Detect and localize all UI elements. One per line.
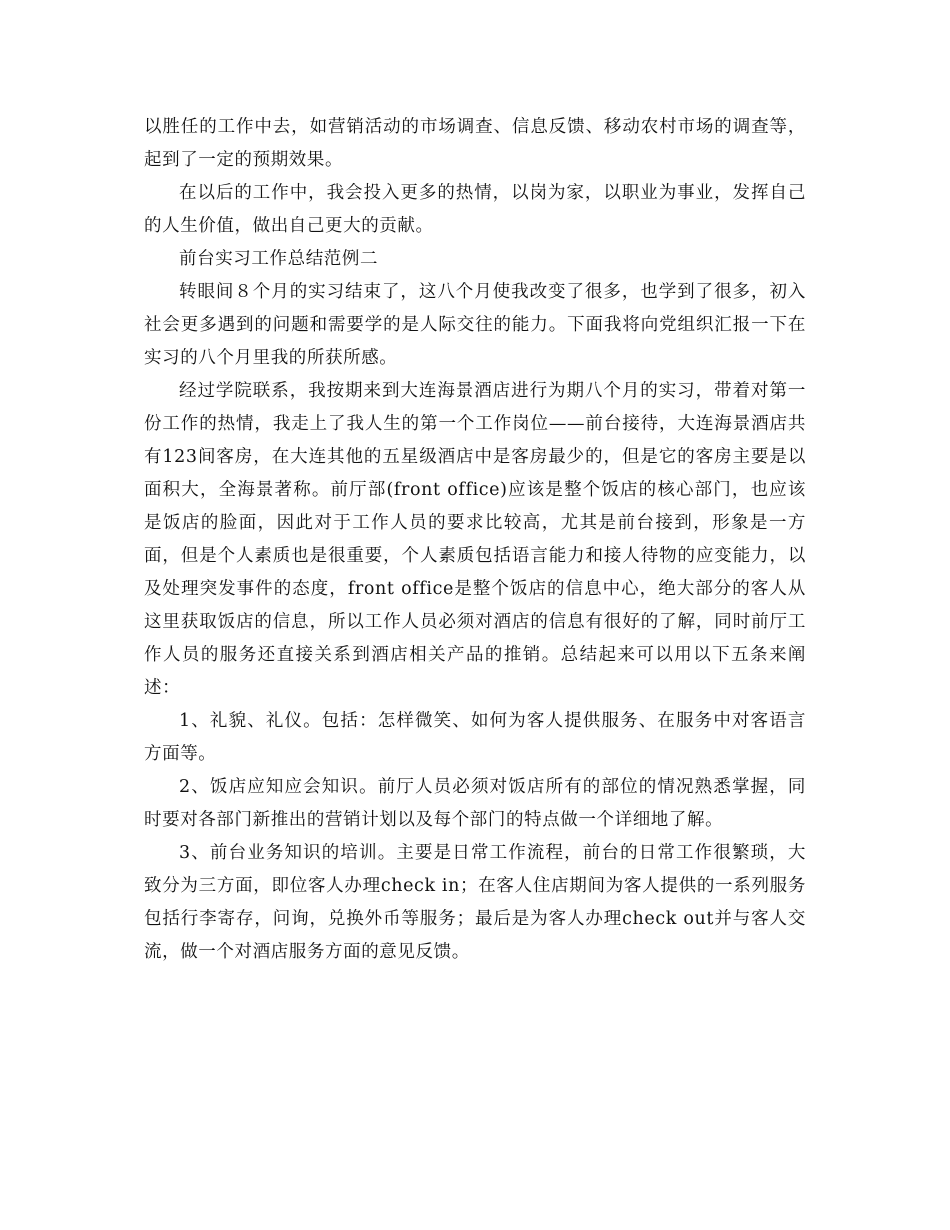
paragraph-4: 经过学院联系，我按期来到大连海景酒店进行为期八个月的实习，带着对第一份工作的热情，我走上了我人生的第一个工作岗位——前台接待，大连海景酒店共有123间客房，在大连其他的五星级酒店中是客房最少的，但是它的客房主要是以面积大，全海景著称。前厅部(front office)应该是整个饭店的核心部门，也应该是饭店的脸面，因此对于工作人员的要求比较高，尤其是前台接到，形象是一方面，但是个人素质也是很重要，个人素质包括语言能力和接人待物的应变能力，以及处理突发事件的态度，front office是整个饭店的信息中心，绝大部分的客人从这里获取饭店的信息，所以工作人员必须对酒店的信息有很好的了解，同时前厅工作人员的服务还直接关系到酒店相关产品的推销。总结起来可以用以下五条来阐述： xyxy=(144,381,806,698)
paragraph-1: 以胜任的工作中去，如营销活动的市场调查、信息反馈、移动农村市场的调查等，起到了一定的预期效果。 xyxy=(144,117,806,170)
list-item-1: 1、礼貌、礼仪。包括：怎样微笑、如何为客人提供服务、在服务中对客语言方面等。 xyxy=(144,711,806,764)
list-item-2: 2、饭店应知应会知识。前厅人员必须对饭店所有的部位的情况熟悉掌握，同时要对各部门新推出的营销计划以及每个部门的特点做一个详细地了解。 xyxy=(144,777,806,830)
list-item-3: 3、前台业务知识的培训。主要是日常工作流程，前台的日常工作很繁琐，大致分为三方面，即位客人办理check in；在客人住店期间为客人提供的一系列服务包括行李寄存，问询，兑换外币等服务；最后是为客人办理check out并与客人交流，做一个对酒店服务方面的意见反馈。 xyxy=(144,843,806,962)
paragraph-2: 在以后的工作中，我会投入更多的热情，以岗为家，以职业为事业，发挥自己的人生价值，做出自己更大的贡献。 xyxy=(144,183,806,236)
document-body xyxy=(144,111,806,969)
section-heading: 前台实习工作总结范例二 xyxy=(179,249,379,269)
paragraph-3: 转眼间８个月的实习结束了，这八个月使我改变了很多，也学到了很多，初入社会更多遇到的问题和需要学的是人际交往的能力。下面我将向党组织汇报一下在实习的八个月里我的所获所感。 xyxy=(144,282,806,368)
